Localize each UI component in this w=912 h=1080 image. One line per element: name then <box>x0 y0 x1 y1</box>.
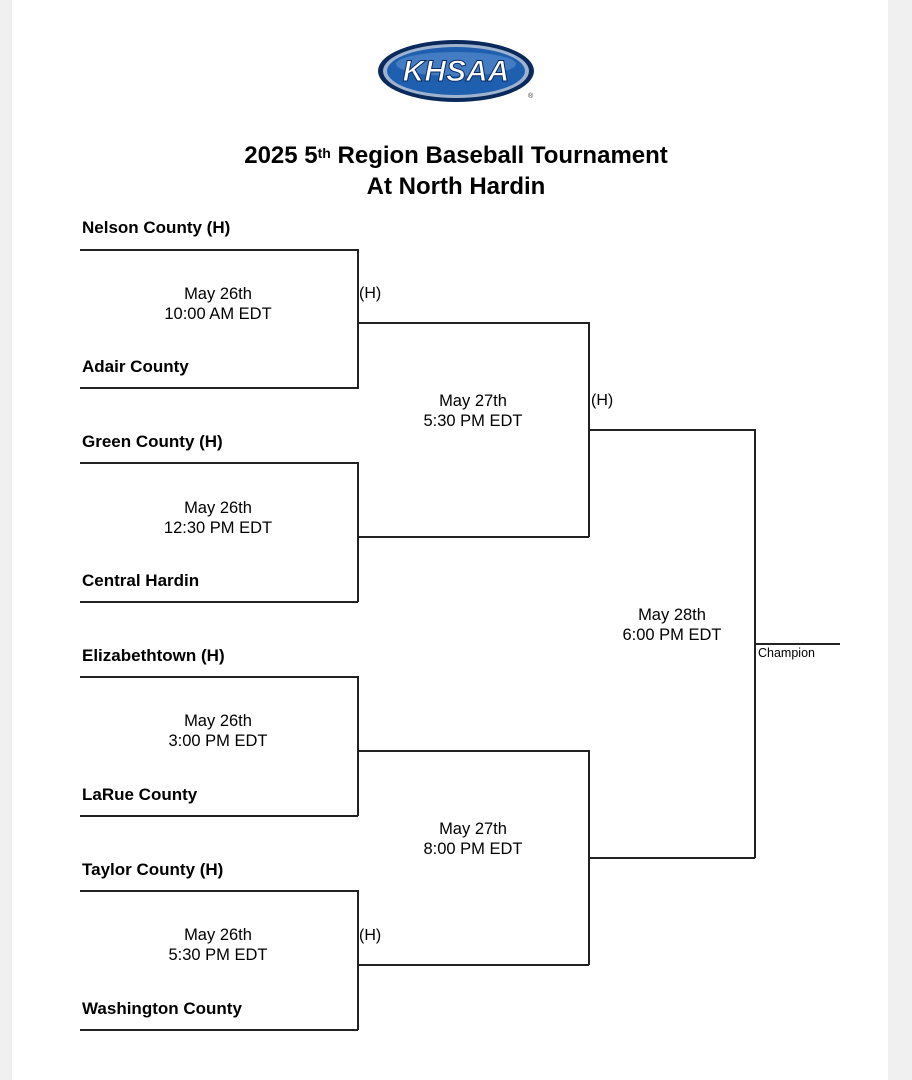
semifinal2-date: May 27th <box>439 820 507 838</box>
svg-text:®: ® <box>528 93 534 100</box>
bracket-line <box>80 815 358 817</box>
semifinal1-date: May 27th <box>439 392 507 410</box>
bracket-line <box>588 429 755 431</box>
semifinal2-time: 8:00 PM EDT <box>423 840 523 858</box>
game4-schedule <box>148 925 288 965</box>
bracket-line <box>588 857 755 859</box>
game1-date: May 26th <box>184 285 252 303</box>
bracket-line <box>80 249 358 251</box>
bracket-line <box>357 890 359 1030</box>
title-ordinal-suffix: th <box>317 145 331 161</box>
bracket-line <box>357 536 589 538</box>
bracket-line <box>80 1029 358 1031</box>
champion-label: Champion <box>758 646 815 660</box>
team-washington-county: Washington County <box>82 999 242 1018</box>
game1-schedule <box>148 284 288 324</box>
game3-date: May 26th <box>184 712 252 730</box>
team-elizabethtown: Elizabethtown (H) <box>82 646 225 665</box>
logo-text: KHSAA <box>402 55 510 88</box>
team-central-hardin: Central Hardin <box>82 571 200 590</box>
bracket-line <box>357 462 359 602</box>
game4-date: May 26th <box>184 926 252 944</box>
team-larue-county: LaRue County <box>82 785 198 804</box>
bracket-line <box>80 890 358 892</box>
team-taylor-county: Taylor County (H) <box>82 860 224 879</box>
final-date: May 28th <box>638 606 706 624</box>
bracket-line <box>80 676 358 678</box>
team-nelson-county: Nelson County (H) <box>82 218 231 237</box>
game4-home-mark: (H) <box>359 927 382 944</box>
semifinal1-time: 5:30 PM EDT <box>423 412 523 430</box>
bracket-line <box>357 322 589 324</box>
team-green-county: Green County (H) <box>82 432 223 451</box>
team-adair-county: Adair County <box>82 357 189 376</box>
bracket-line <box>357 964 589 966</box>
bracket-line <box>80 601 358 603</box>
bracket-line <box>80 462 358 464</box>
bracket-line <box>80 387 358 389</box>
title-name: Region Baseball Tournament <box>330 142 668 169</box>
game2-date: May 26th <box>184 499 252 517</box>
final-time: 6:00 PM EDT <box>622 626 722 644</box>
game1-home-mark: (H) <box>359 285 382 302</box>
game1-time: 10:00 AM EDT <box>164 305 272 323</box>
semifinal1-schedule <box>403 391 543 431</box>
final-schedule <box>602 605 742 645</box>
game4-time: 5:30 PM EDT <box>168 946 268 964</box>
title-year: 2025 5 <box>244 142 318 169</box>
game3-time: 3:00 PM EDT <box>168 732 268 750</box>
game2-schedule <box>148 498 288 538</box>
title-location: At North Hardin <box>366 173 546 200</box>
semifinal2-schedule <box>403 819 543 859</box>
semifinal1-home-mark: (H) <box>591 392 614 409</box>
page-title <box>0 140 912 202</box>
champion-line <box>754 643 840 645</box>
bracket-line <box>357 676 359 816</box>
bracket-line <box>357 249 359 389</box>
khsaa-logo <box>376 38 538 104</box>
bracket-line <box>357 750 589 752</box>
game3-schedule <box>148 711 288 751</box>
game2-time: 12:30 PM EDT <box>163 519 273 537</box>
